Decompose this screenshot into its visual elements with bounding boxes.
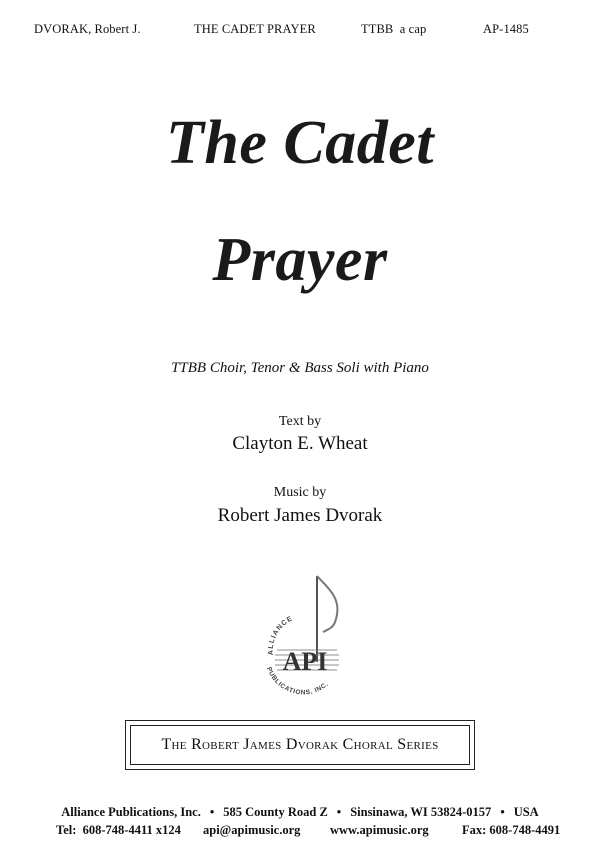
music-by-label: Music by [273,485,327,500]
series-banner-inner [130,725,470,765]
series-title: The Robert James Dvorak Choral Series [161,736,439,753]
music-note-logo-icon [255,570,355,710]
bullet-separator: • [500,805,505,819]
lyricist-name: Clayton E. Wheat [232,433,368,454]
text-by-label: Text by [278,414,322,429]
page-title-line-1: The Cadet [166,109,434,177]
publisher-city: Sinsinawa, WI 53824-0157 [350,805,492,819]
publisher-logo [255,570,355,710]
publisher-name: Alliance Publications, Inc. [61,805,201,819]
page-title-line-2: Prayer [212,226,388,294]
header-voicing: TTBB a cap [361,22,427,36]
series-banner [125,720,475,770]
composer-name: Robert James Dvorak [217,505,383,526]
bullet-separator: • [336,805,342,819]
logo-top-text: ALLIANCE [267,615,295,656]
publisher-address-line [0,805,600,820]
publisher-telephone: Tel: 608-748-4411 x124 [56,823,181,837]
subtitle-voicing: TTBB Choir, Tenor & Bass Soli with Piano [171,360,429,376]
publisher-website: www.apimusic.org [330,823,429,837]
header-title: THE CADET PRAYER [194,22,316,36]
header-catalog-number: AP-1485 [483,22,529,36]
publisher-fax: Fax: 608-748-4491 [462,823,561,837]
publisher-street: 585 County Road Z [223,805,328,819]
publisher-email: api@apimusic.org [203,823,301,837]
logo-bottom-text: PUBLICATIONS, INC. [265,666,331,697]
header-composer: DVORAK, Robert J. [34,22,141,36]
logo-center-text: API [282,647,328,676]
bullet-separator: • [209,805,215,819]
publisher-country: USA [513,805,539,819]
